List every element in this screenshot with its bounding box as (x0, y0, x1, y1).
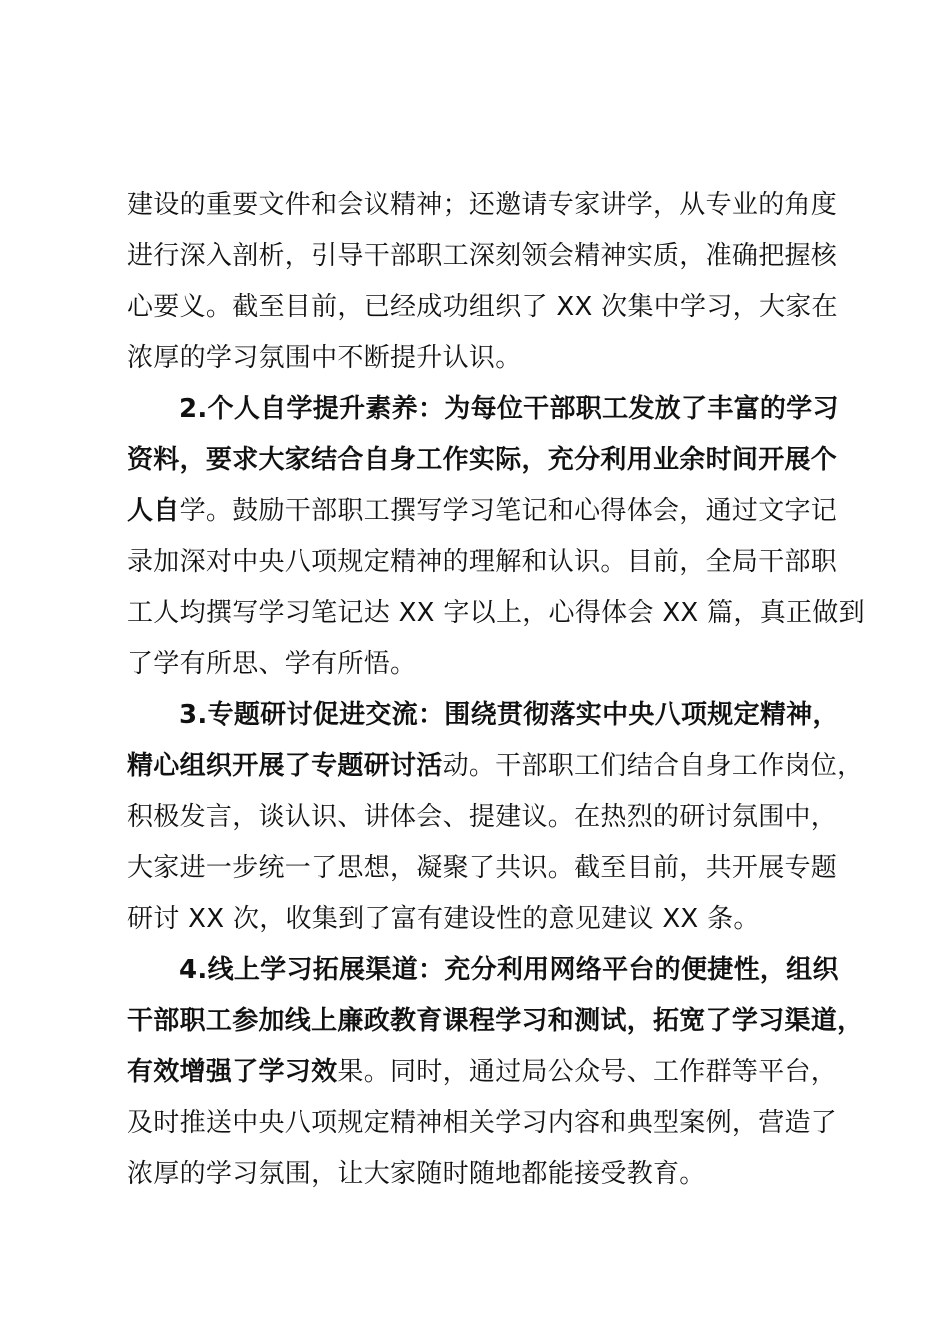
paragraph-4-line-4 (127, 1098, 857, 1149)
heading-run: 人自 (127, 496, 180, 526)
paragraph-2-line-5 (127, 588, 865, 639)
paragraph-4-line-3 (127, 1047, 857, 1098)
text-run: 心要义。截至目前，已经成功组织了 XX 次集中学习，大家在 (127, 292, 838, 322)
text-run: 学。鼓励干部职工撰写学习笔记和心得体会，通过文字记 (179, 496, 838, 526)
text-run: 浓厚的学习氛围，让大家随时随地都能接受教育。 (127, 1159, 706, 1189)
body-text (127, 180, 865, 1200)
paragraph-2-line-1 (127, 384, 857, 435)
paragraph-4-line-1 (127, 945, 857, 996)
text-run: 进行深入剖析，引导干部职工深刻领会精神实质，准确把握核 (127, 241, 838, 271)
paragraph-1-line-1 (127, 180, 857, 231)
paragraph-3-line-3 (127, 792, 857, 843)
paragraph-4-line-5 (127, 1149, 857, 1200)
paragraph-4-line-2 (127, 996, 864, 1047)
paragraph-2-line-3 (127, 486, 857, 537)
heading-run: 4.线上学习拓展渠道：充分利用网络平台的便捷性，组织 (179, 955, 839, 985)
paragraph-2-line-6 (127, 639, 857, 690)
text-run: 浓厚的学习氛围中不断提升认识。 (127, 343, 522, 373)
paragraph-1-line-2 (127, 231, 857, 282)
paragraph-3-line-2 (127, 741, 864, 792)
text-run: 动。干部职工们结合自身工作岗位， (442, 751, 864, 781)
paragraph-3-line-5 (127, 894, 857, 945)
paragraph-3-line-1 (127, 690, 857, 741)
heading-run: 有效增强了学习效 (127, 1057, 338, 1087)
paragraph-2-line-4 (127, 537, 857, 588)
text-run: 积极发言，谈认识、讲体会、提建议。在热烈的研讨氛围中， (127, 802, 838, 832)
text-run: 建设的重要文件和会议精神；还邀请专家讲学，从专业的角度 (127, 190, 838, 220)
text-run: 工人均撰写学习笔记达 XX 字以上，心得体会 XX 篇，真正做到 (127, 598, 865, 628)
text-run: 录加深对中央八项规定精神的理解和认识。目前，全局干部职 (127, 547, 838, 577)
text-run: 大家进一步统一了思想，凝聚了共识。截至目前，共开展专题 (127, 853, 838, 883)
paragraph-2-line-2 (127, 435, 857, 486)
text-run: 及时推送中央八项规定精神相关学习内容和典型案例，营造了 (127, 1108, 838, 1138)
paragraph-1-line-4 (127, 333, 857, 384)
text-run: 果。同时，通过局公众号、工作群等平台， (337, 1057, 838, 1087)
paragraph-3-line-4 (127, 843, 857, 894)
heading-run: 2.个人自学提升素养：为每位干部职工发放了丰富的学习 (179, 394, 839, 424)
heading-run: 干部职工参加线上廉政教育课程学习和测试，拓宽了学习渠道， (127, 1006, 864, 1036)
heading-run: 精心组织开展了专题研讨活 (127, 751, 443, 781)
heading-run: 3.专题研讨促进交流：围绕贯彻落实中央八项规定精神， (179, 700, 839, 730)
text-run: 研讨 XX 次，收集到了富有建设性的意见建议 XX 条。 (127, 904, 760, 934)
heading-run: 资料，要求大家结合自身工作实际，充分利用业余时间开展个 (127, 445, 838, 475)
paragraph-1-line-3 (127, 282, 857, 333)
text-run: 了学有所思、学有所悟。 (127, 649, 417, 679)
